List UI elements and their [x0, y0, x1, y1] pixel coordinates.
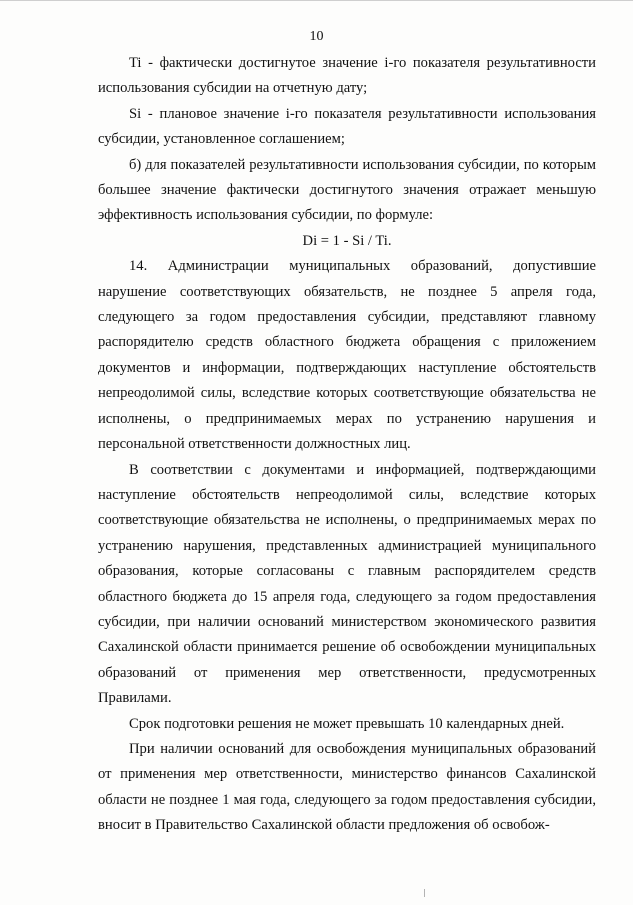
paragraph-clause-14: 14. Администрации муниципальных образований, допустившие нарушение соответствующих обязательств, не позднее 5 апреля года, следующего за годом предоставления субсидии, представляют главному распорядителю средств областного бюджета обращения с приложением документов и информации, подтверждающих наступление обстоятельств непреодолимой силы, вследствие которых соответствующие обязательства не исполнены, о предпринимаемых мерах по устранению нарушения и персональной ответственности должностных лиц. — [98, 258, 596, 453]
document-body — [98, 51, 596, 839]
paragraph-formula-intro: б) для показателей результативности использования субсидии, по которым большее значение фактически достигнутого значения отражает меньшую эффективность использования субсидии, по формуле: — [98, 156, 596, 224]
paragraph-ti-definition: Ti - фактически достигнутое значение i-го показателя результативности использования субсидии на отчетную дату; — [98, 55, 596, 97]
page-number: 10 — [309, 29, 324, 44]
paragraph-decision-deadline: Срок подготовки решения не может превышать 10 календарных дней. — [129, 715, 565, 732]
paragraph-exemption-decision: В соответствии с документами и информацией, подтверждающими наступление обстоятельств непреодолимой силы, вследствие которых соответствующие обязательства не исполнены, о предпринимаемых мерах по устранению нарушения, представленных администрацией муниципального образования, которые согласованы с главным распорядителем средств областного бюджета до 15 апреля года, следующего за годом предоставления субсидии, при наличии оснований министерством экономического развития Сахалинской области принимается решение об освобождении муниципальных образований от применения мер ответственности, предусмотренных Правилами. — [98, 461, 596, 707]
scan-artifact — [424, 889, 425, 897]
paragraph-si-definition: Si - плановое значение i-го показателя результативности использования субсидии, установленное соглашением; — [98, 105, 596, 148]
formula: Di = 1 - Si / Ti. — [302, 232, 392, 249]
paragraph-ministry-proposal: При наличии оснований для освобождения муниципальных образований от применения мер ответственности, министерство финансов Сахалинской области не позднее 1 мая года, следующего за годом предоставления субсидии, вносит в Правительство Сахалинской области предложения об освобож- — [98, 740, 596, 834]
